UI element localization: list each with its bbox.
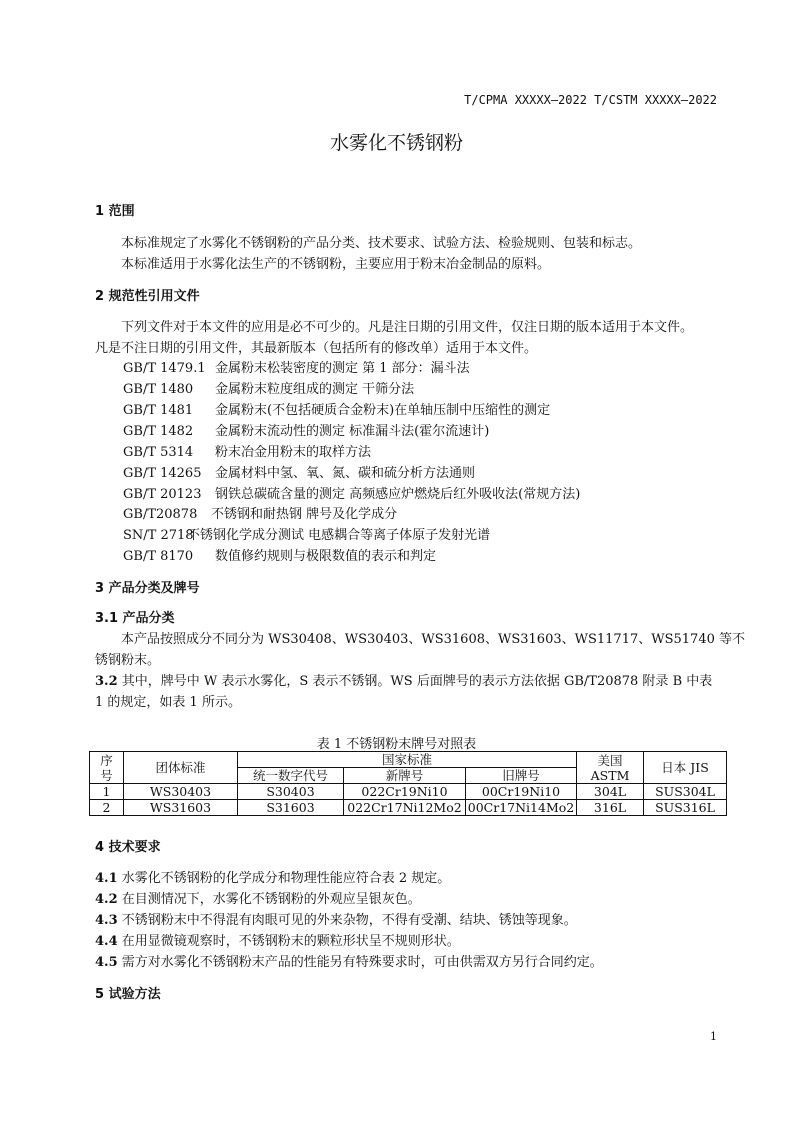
header-national-standard: 国家标准 <box>238 752 577 768</box>
requirement-item <box>95 909 577 928</box>
header-seq: 序 号 <box>90 752 124 784</box>
reference-item <box>123 357 470 376</box>
reference-item <box>123 420 489 439</box>
cell-jis: SUS304L <box>644 784 727 800</box>
reference-item <box>123 545 436 564</box>
section-heading-test-methods: 5 试验方法 <box>95 987 161 1002</box>
designation-paragraph-line-1 <box>95 670 712 689</box>
reference-code: GB/T 8170 <box>123 549 194 564</box>
grade-comparison-table <box>89 751 727 816</box>
cell-group: WS30403 <box>124 784 238 800</box>
reference-item <box>123 503 397 522</box>
page-number: 1 <box>710 1030 717 1043</box>
reference-code: GB/T 1479.1 <box>123 361 206 376</box>
reference-title: 钢铁总碳硫含量的测定 高频感应炉燃烧后红外吸收法(常规方法) <box>215 487 581 502</box>
requirement-text: 不锈钢粉末中不得混有肉眼可见的外来杂物，不得有受潮、结块、锈蚀等现象。 <box>117 913 577 928</box>
cell-unified: S31603 <box>238 800 344 816</box>
header-group-standard: 团体标准 <box>124 752 238 784</box>
cell-astm: 316L <box>577 800 644 816</box>
requirement-text: 在目测情况下，水雾化不锈钢粉的外观应呈银灰色。 <box>117 892 421 907</box>
header-old-grade: 旧牌号 <box>466 768 577 784</box>
header-new-grade: 新牌号 <box>344 768 466 784</box>
classification-paragraph-line-1: 本产品按照成分不同分为 WS30408、WS30403、WS31608、WS31603、WS11717、WS51740 等不 <box>121 632 746 647</box>
requirement-text: 需方对水雾化不锈钢粉末产品的性能另有特殊要求时，可由供需双方另行合同约定。 <box>117 955 603 970</box>
clause-number: 3.2 <box>95 674 118 689</box>
requirement-item <box>95 867 450 886</box>
header-astm: 美国 ASTM <box>577 752 644 784</box>
requirement-text: 在用显微镜观察时，不锈钢粉末的颗粒形状呈不规则形状。 <box>117 934 460 949</box>
cell-new: 022Cr17Ni12Mo2 <box>344 800 466 816</box>
cell-group: WS31603 <box>124 800 238 816</box>
subsection-heading-classification: 3.1 产品分类 <box>95 611 175 626</box>
scope-paragraph-2: 本标准适用于水雾化法生产的不锈钢粉，主要应用于粉末冶金制品的原料。 <box>121 257 551 272</box>
reference-title: 金属粉末流动性的测定 标准漏斗法(霍尔流速计) <box>215 424 490 439</box>
requirement-text: 水雾化不锈钢粉的化学成分和物理性能应符合表 2 规定。 <box>117 871 451 886</box>
reference-item <box>123 378 414 397</box>
clause-number: 4.3 <box>95 913 118 928</box>
reference-code: GB/T 1481 <box>123 403 194 418</box>
table-caption: 表 1 不锈钢粉末牌号对照表 <box>316 737 477 752</box>
reference-code: GB/T 20123 <box>123 487 202 502</box>
clause-number: 4.2 <box>95 892 118 907</box>
cell-seq: 2 <box>90 800 124 816</box>
reference-item <box>123 524 490 543</box>
reference-title: 数值修约规则与极限数值的表示和判定 <box>215 549 437 564</box>
requirement-item <box>95 888 421 907</box>
document-code-header: T/CPMA XXXXX—2022 T/CSTM XXXXX—2022 <box>464 93 717 107</box>
cell-jis: SUS316L <box>644 800 727 816</box>
reference-code: GB/T 14265 <box>123 466 202 481</box>
requirement-item <box>95 951 603 970</box>
document-title: 水雾化不锈钢粉 <box>329 132 463 154</box>
reference-code: SN/T 2718 <box>123 528 194 543</box>
reference-title: 金属材料中氢、氧、氮、碳和硫分析方法通则 <box>215 466 476 481</box>
table-row <box>90 800 727 816</box>
clause-number: 4.1 <box>95 871 118 886</box>
references-intro-line-1: 下列文件对于本文件的应用是必不可少的。凡是注日期的引用文件，仅注日期的版本适用于本文件。 <box>121 320 694 335</box>
reference-title: 金属粉末粒度组成的测定 干筛分法 <box>215 382 415 397</box>
header-jis: 日本 JIS <box>644 752 727 784</box>
cell-astm: 304L <box>577 784 644 800</box>
reference-code: GB/T 1480 <box>123 382 194 397</box>
cell-new: 022Cr19Ni10 <box>344 784 466 800</box>
section-heading-normative-references: 2 规范性引用文件 <box>95 289 200 304</box>
reference-item <box>123 441 371 460</box>
reference-code: GB/T 1482 <box>123 424 194 439</box>
cell-seq: 1 <box>90 784 124 800</box>
section-heading-technical-requirements: 4 技术要求 <box>95 840 161 855</box>
cell-old: 00Cr19Ni10 <box>466 784 577 800</box>
reference-code: GB/T 5314 <box>123 445 194 460</box>
reference-title: 不锈钢化学成分测试 电感耦合等离子体原子发射光谱 <box>187 528 491 543</box>
designation-text: 其中，牌号中 W 表示水雾化，S 表示不锈钢。WS 后面牌号的表示方法依据 GB/T20878 附录 B 中表 <box>117 674 713 689</box>
classification-paragraph-line-2: 锈钢粉末。 <box>95 653 161 668</box>
reference-item <box>123 462 475 481</box>
reference-title: 金属粉末(不包括硬质合金粉末)在单轴压制中压缩性的测定 <box>215 403 551 418</box>
reference-title: 粉末冶金用粉末的取样方法 <box>215 445 372 460</box>
table-row <box>90 784 727 800</box>
section-heading-classification: 3 产品分类及牌号 <box>95 581 200 596</box>
reference-item <box>123 399 550 418</box>
header-unified-code: 统一数字代号 <box>238 768 344 784</box>
clause-number: 4.4 <box>95 934 118 949</box>
reference-item <box>123 483 580 502</box>
reference-code: GB/T20878 <box>123 507 198 522</box>
clause-number: 4.5 <box>95 955 118 970</box>
references-intro-line-2: 凡是不注日期的引用文件，其最新版本（包括所有的修改单）适用于本文件。 <box>95 341 538 356</box>
requirement-item <box>95 930 460 949</box>
reference-title: 不锈钢和耐热钢 牌号及化学成分 <box>211 507 398 522</box>
cell-old: 00Cr17Ni14Mo2 <box>466 800 577 816</box>
reference-title: 金属粉末松装密度的测定 第 1 部分：漏斗法 <box>215 361 470 376</box>
section-heading-scope: 1 范围 <box>95 204 135 219</box>
cell-unified: S30403 <box>238 784 344 800</box>
designation-paragraph-line-2: 1 的规定，如表 1 所示。 <box>95 695 241 710</box>
scope-paragraph-1: 本标准规定了水雾化不锈钢粉的产品分类、技术要求、试验方法、检验规则、包装和标志。 <box>121 236 642 251</box>
